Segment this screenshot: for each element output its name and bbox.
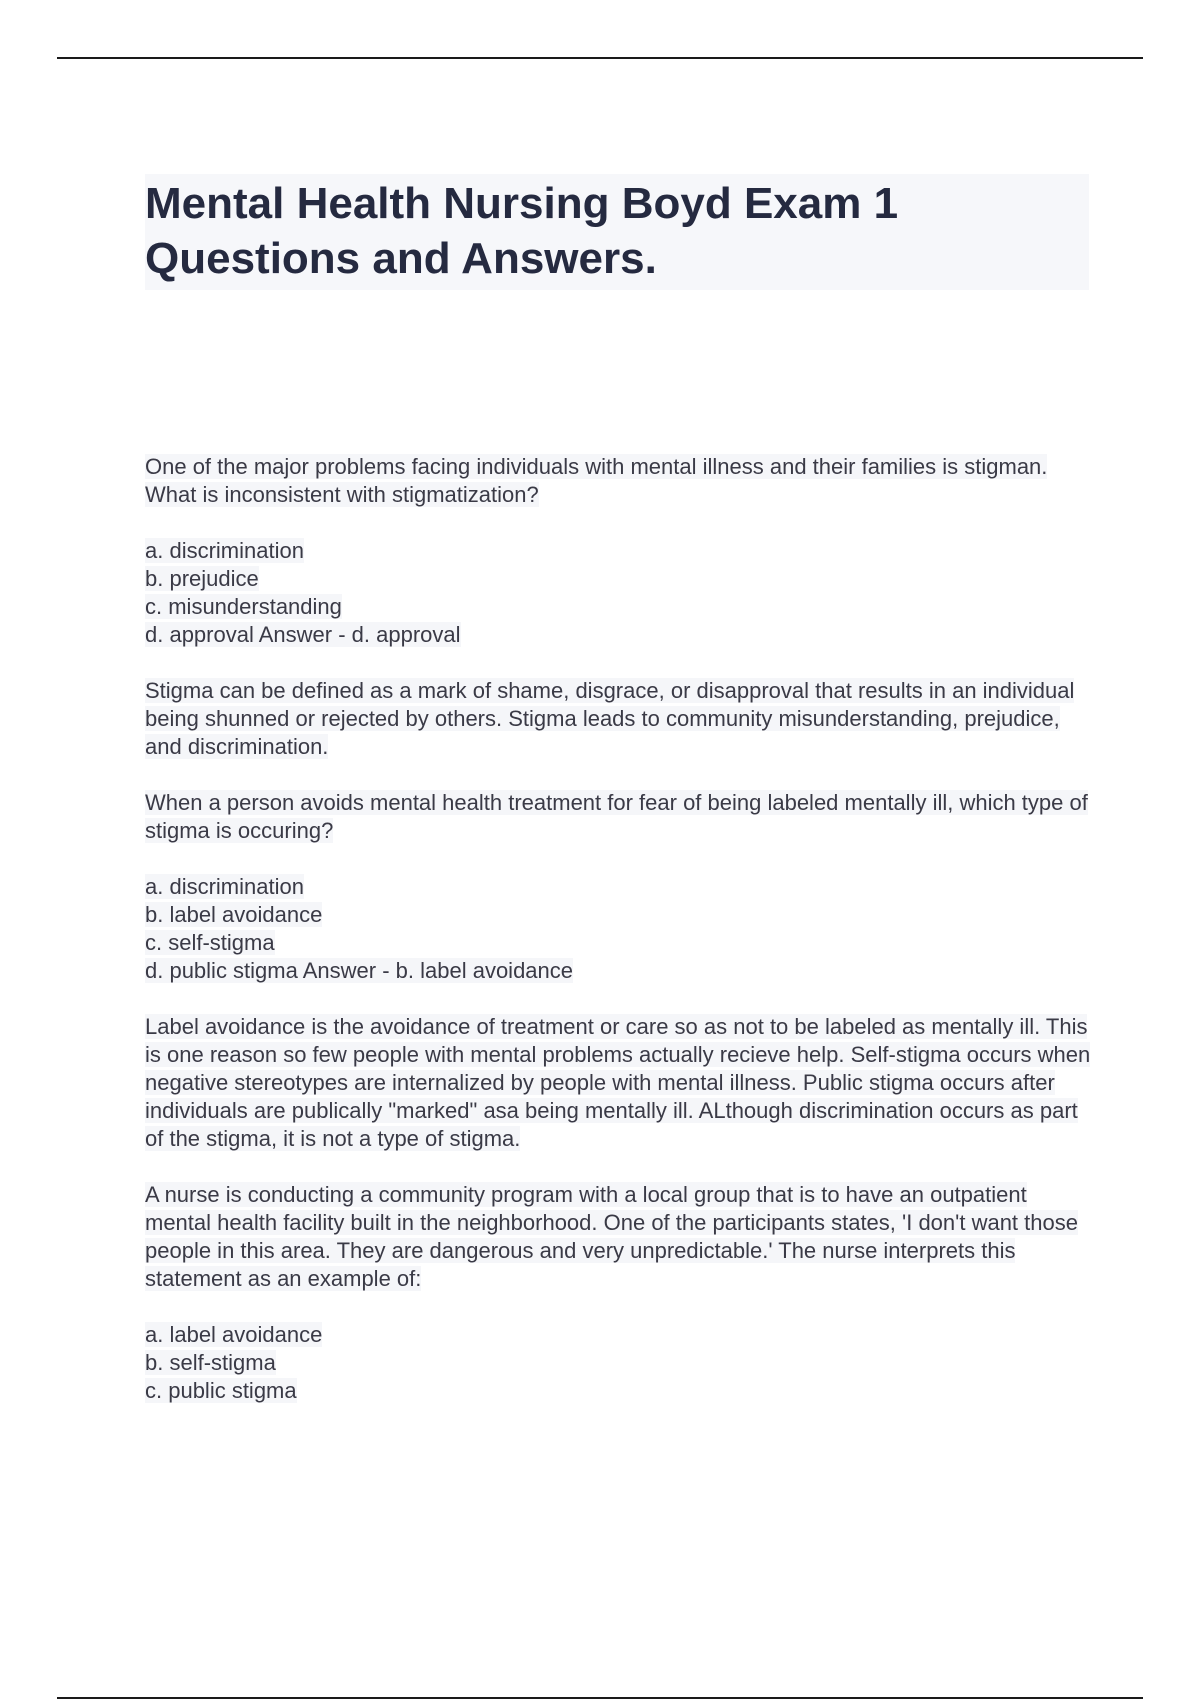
option-text: d. approval Answer - d. approval [145,622,461,647]
question-3-text: A nurse is conducting a community program with a local group that is to have an outpatient mental health facility built in the neighborhood. One of the participants states, 'I don't want those people in this area. They are dangerous and very unpredictable.' The nurse interprets this statement as an example of: [145,1182,1078,1291]
option-item [145,901,1095,929]
option-text: b. label avoidance [145,902,323,927]
option-item [145,957,1095,985]
option-item [145,1349,1095,1377]
option-item [145,621,1095,649]
rationale-1-text: Stigma can be defined as a mark of shame, disgrace, or disapproval that results in an individual being shunned or rejected by others. Stigma leads to community misunderstanding, prejudice, and discrimination. [145,678,1075,759]
option-text: d. public stigma Answer - b. label avoidance [145,958,574,983]
document-body [145,453,1095,1433]
question-2-options [145,873,1095,985]
title-box [145,174,1089,290]
question-1-options [145,537,1095,649]
question-2 [145,789,1095,845]
bottom-rule [57,1697,1143,1699]
question-3 [145,1181,1095,1293]
rationale-2 [145,1013,1095,1153]
question-2-text: When a person avoids mental health treatment for fear of being labeled mentally ill, which type of stigma is occuring? [145,790,1088,843]
option-item [145,1377,1095,1405]
rationale-2-text: Label avoidance is the avoidance of treatment or care so as not to be labeled as mentally ill. This is one reason so few people with mental problems actually recieve help. Self-stigma occurs when negative stereotypes are internalized by people with mental illness. Public stigma occurs after individuals are publically "marked" asa being mentally ill. ALthough discrimination occurs as part of the stigma, it is not a type of stigma. [145,1014,1091,1151]
option-item [145,873,1095,901]
option-text: a. discrimination [145,538,304,563]
top-rule [57,57,1143,59]
option-item [145,593,1095,621]
option-item [145,929,1095,957]
question-1-text: One of the major problems facing individuals with mental illness and their families is stigman. What is inconsistent with stigmatization? [145,454,1048,507]
option-text: b. self-stigma [145,1350,276,1375]
question-1 [145,453,1095,509]
option-text: a. label avoidance [145,1322,323,1347]
option-item [145,537,1095,565]
option-item [145,565,1095,593]
question-3-options [145,1321,1095,1405]
option-item [145,1321,1095,1349]
option-text: c. self-stigma [145,930,275,955]
rationale-1 [145,677,1095,761]
document-title: Mental Health Nursing Boyd Exam 1 Questions and Answers. [145,179,899,283]
option-text: c. public stigma [145,1378,297,1403]
option-text: a. discrimination [145,874,304,899]
option-text: b. prejudice [145,566,259,591]
option-text: c. misunderstanding [145,594,342,619]
